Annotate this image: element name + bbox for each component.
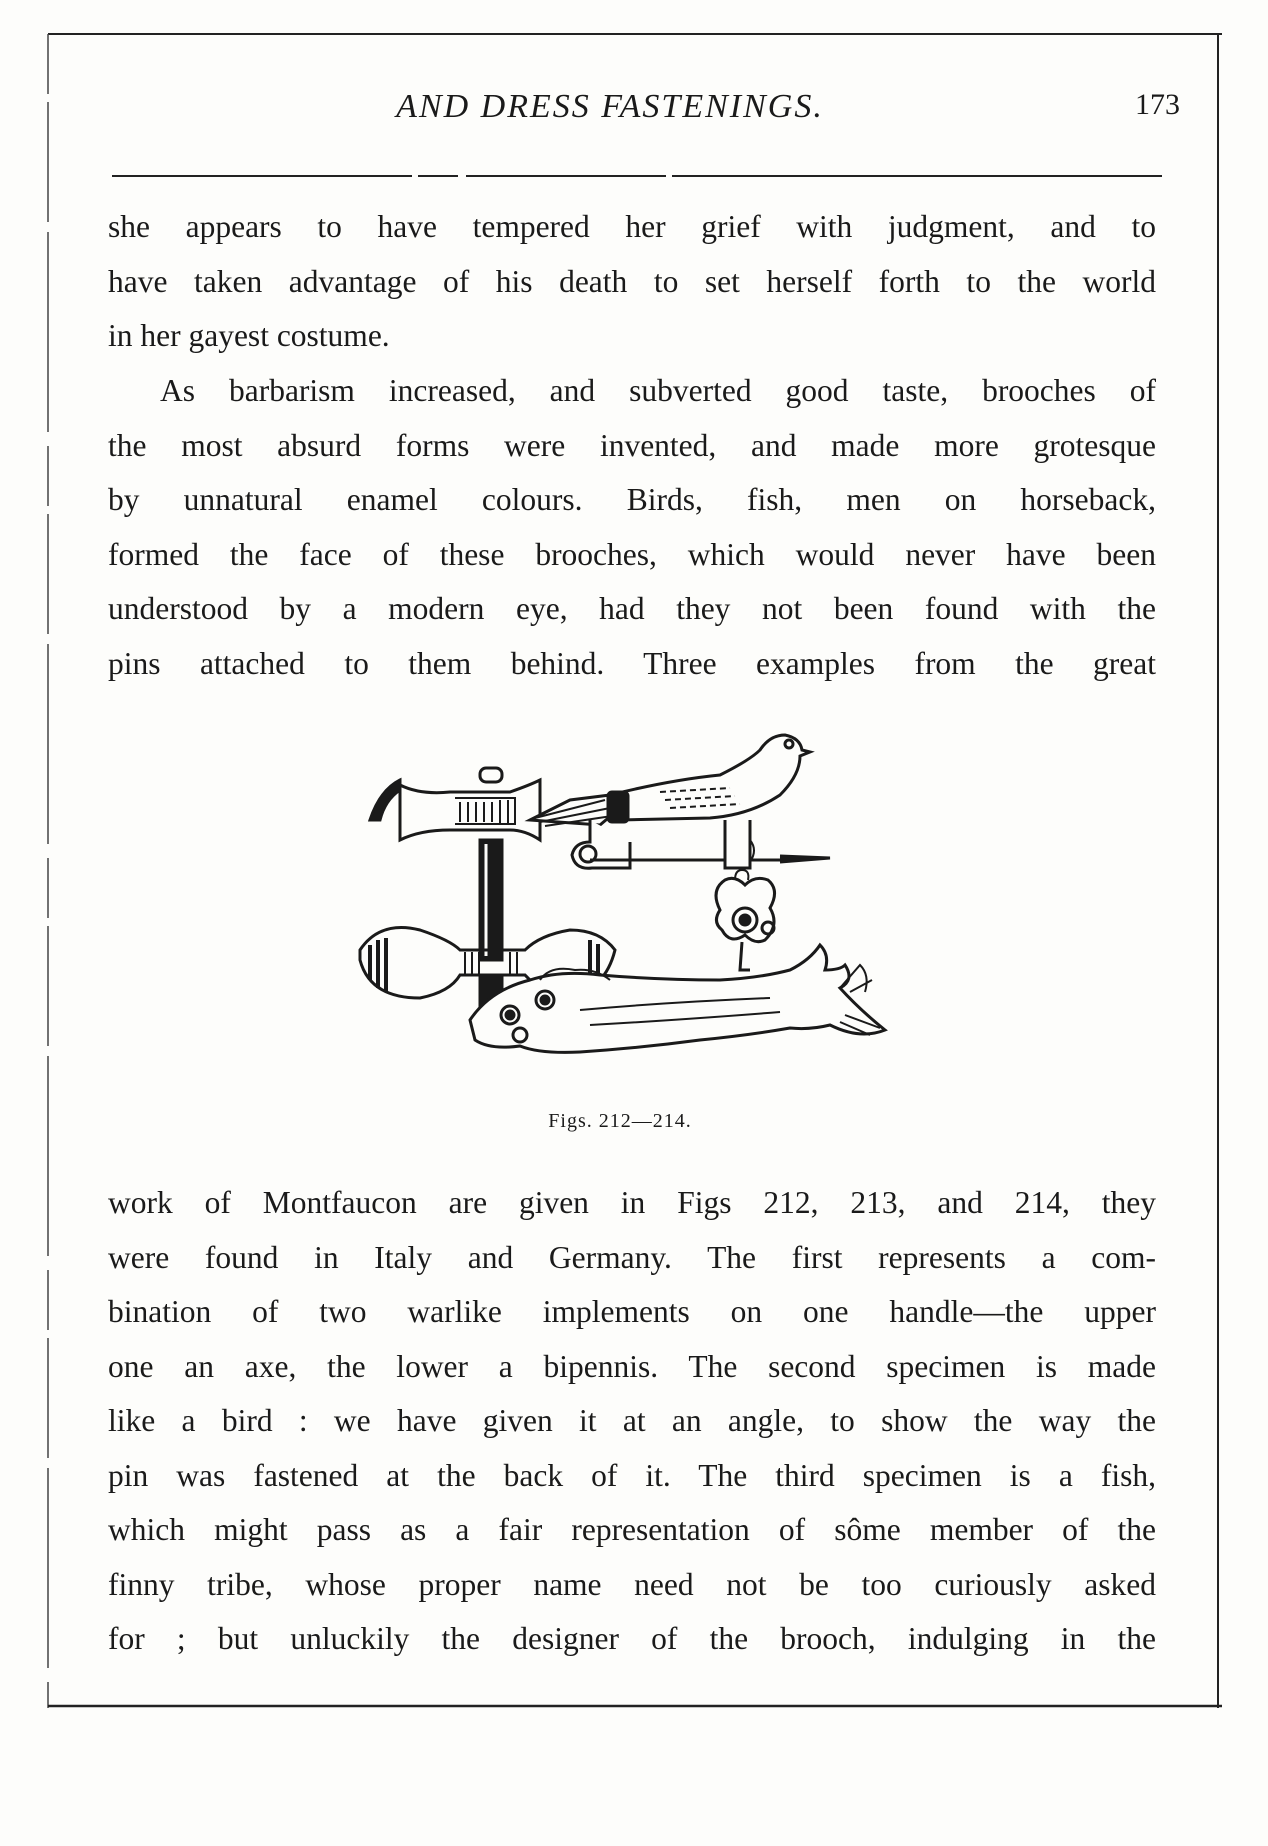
text-line: by unnatural enamel colours. Birds, fish, men on horseback, (108, 482, 1156, 517)
text-line: As barbarism increased, and subverted good taste, brooches of (160, 373, 1156, 408)
text-line: formed the face of these brooches, which would never have been (108, 536, 1156, 572)
text-line: she appears to have tempered her grief with judgment, and to (108, 209, 1156, 244)
text-line: which might pass as a fair representation of sôme member of the (108, 1512, 1156, 1547)
text-line: were found in Italy and Germany. The first represents a com- (108, 1239, 1156, 1275)
figure-caption: Figs. 212—214. (548, 1110, 692, 1132)
text-line: work of Montfaucon are given in Figs 212, 213, and 214, they (108, 1185, 1156, 1220)
text-line: understood by a modern eye, had they not been found with the (108, 591, 1156, 626)
text-line: pin was fastened at the back of it. The third specimen is a fish, (108, 1457, 1156, 1493)
paragraph-1 (108, 200, 1156, 364)
text-line: like a bird : we have given it at an angle, to show the way the (108, 1403, 1156, 1438)
text-line: in her gayest costume. (108, 318, 390, 353)
text-line: finny tribe, whose proper name need not be too curiously asked (108, 1566, 1156, 1602)
bird-brooch-illustration (530, 735, 830, 868)
text-line: have taken advantage of his death to set herself forth to the world (108, 263, 1156, 299)
brooch-figures (340, 730, 930, 1100)
text-line: for ; but unluckily the designer of the brooch, indulging in the (108, 1621, 1156, 1656)
text-line: pins attached to them behind. Three examples from the great (108, 645, 1156, 681)
running-header: AND DRESS FASTENINGS. (396, 88, 824, 125)
paragraph-3 (108, 1176, 1156, 1667)
text-line: the most absurd forms were invented, and made more grotesque (108, 427, 1156, 463)
text-line: one an axe, the lower a bipennis. The second specimen is made (108, 1348, 1156, 1384)
fish-brooch-illustration (470, 870, 885, 1052)
paragraph-2 (108, 364, 1156, 691)
page-number: 173 (1135, 88, 1180, 121)
text-line: bination of two warlike implements on one handle—the upper (108, 1294, 1156, 1329)
